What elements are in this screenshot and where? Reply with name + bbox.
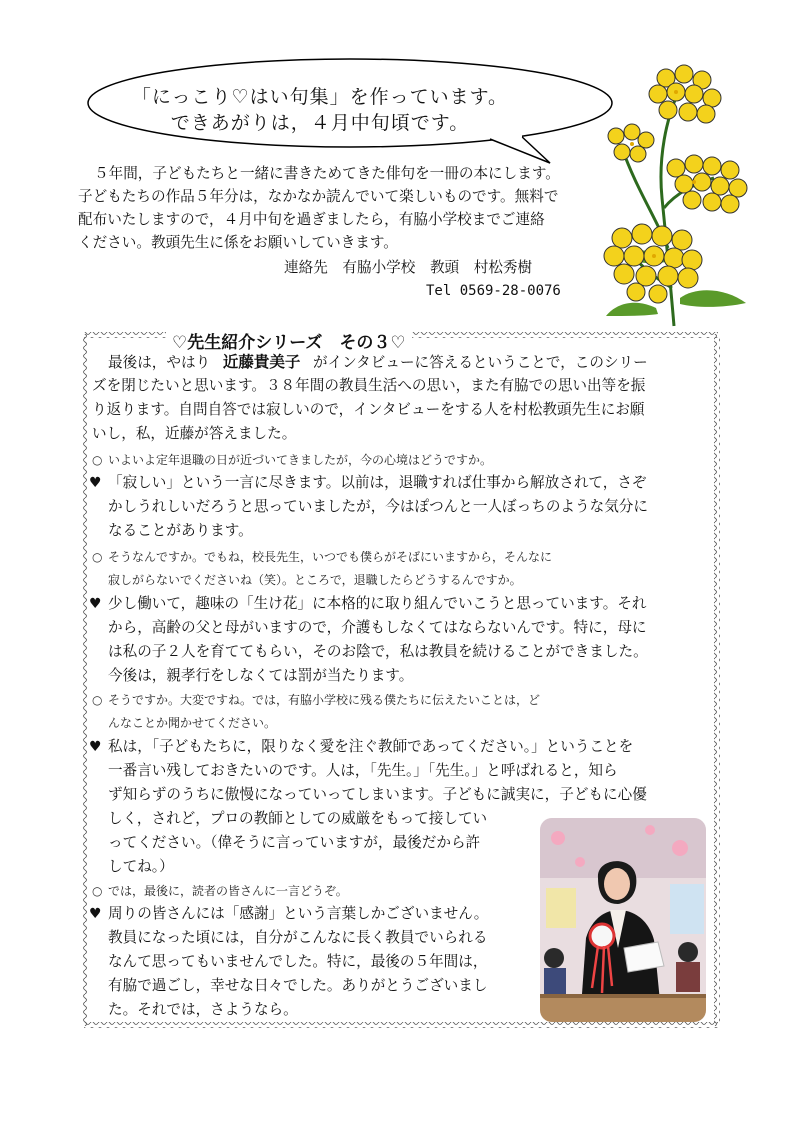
answer-4-line-5: た。それでは，さようなら。	[108, 1001, 298, 1018]
interview-intro-line-4: いし，私，近藤が答えました。	[92, 425, 297, 442]
bubble-line-2: できあがりは，４月中旬頃です。	[170, 112, 470, 134]
question-marker: ○	[92, 453, 103, 467]
question-marker: ○	[92, 550, 103, 564]
answer-4-line-1: 周りの皆さんには「感謝」という言葉しかございません。	[108, 905, 489, 922]
answer-3-line-4: しく，されど，プロの教師としての威厳をもって接してい	[108, 810, 488, 827]
question-4: では，最後に，読者の皆さんに一言どうぞ。	[108, 884, 348, 898]
heart-bullet-icon: ♥	[89, 906, 102, 922]
answer-1-line-3: なることがあります。	[108, 522, 253, 539]
answer-2-line-3: は私の子２人を育ててもらい，そのお陰で，私は教員を続けることができました。	[108, 643, 648, 660]
answer-3-line-6: してね。）	[108, 858, 174, 875]
heart-bullet-icon: ♥	[89, 475, 102, 491]
question-1: いよいよ定年退職の日が近づいてきましたが，今の心境はどうですか。	[108, 453, 493, 467]
answer-3-line-5: ってください。（偉そうに言っていますが，最後だから許	[108, 834, 481, 851]
tel-line: Tel 0569-28-0076	[426, 283, 561, 299]
intro-line-4: ください。教頭先生に係をお願いしていきます。	[78, 234, 398, 251]
heart-bullet-icon: ♥	[89, 596, 102, 612]
intro-line-3: 配布いたしますので，４月中旬を過ぎましたら，有脇小学校までご連絡	[78, 211, 545, 228]
question-2-line-1: そうなんですか。でもね，校長先生，いつでも僕らがそばにいますから，そんなに	[108, 550, 553, 564]
interview-intro-line-1	[108, 352, 648, 373]
question-3-line-1: そうですか。大変ですね。では，有脇小学校に残る僕たちに伝えたいことは，ど	[108, 693, 541, 707]
answer-3-line-2: 一番言い残しておきたいのです。人は，「先生。」「先生。」と呼ばれると，知ら	[108, 762, 618, 779]
answer-3-line-3: ず知らずのうちに傲慢になっていってしまいます。子どもに誠実に，子どもに心優	[108, 786, 647, 803]
answer-2-line-1: 少し働いて，趣味の「生け花」に本格的に取り組んでいこうと思っています。それ	[108, 595, 647, 612]
answer-4-line-2: 教員になった頃には，自分がこんなに長く教員でいられる	[108, 929, 488, 946]
intro-post: がインタビューに答えるということで，このシリー	[312, 354, 648, 371]
answer-2-line-4: 今後は，親孝行をしなくては罰が当たります。	[108, 667, 414, 684]
teacher-name: 近藤貴美子	[222, 353, 301, 371]
answer-1-line-1: 「寂しい」という一言に尽きます。以前は，退職すれば仕事から解放されて，さぞ	[108, 474, 647, 491]
question-marker: ○	[92, 693, 103, 707]
question-2-line-2: 寂しがらないでくださいね（笑）。ところで，退職したらどうするんですか。	[108, 573, 522, 587]
contact-line: 連絡先 有脇小学校 教頭 村松秀樹	[284, 259, 533, 276]
answer-1-line-2: かしうれしいだろうと思っていましたが，今はぽつんと一人ぼっちのような気分に	[108, 498, 648, 515]
answer-3-line-1: 私は，「子どもたちに，限りなく愛を注ぐ教師であってください。」ということを	[108, 738, 634, 755]
interview-intro-line-2: ズを閉じたいと思います。３８年間の教員生活への思い，また有脇での思い出等を振	[92, 377, 646, 394]
intro-line-1: ５年間，子どもたちと一緒に書きためてきた俳句を一冊の本にします。	[94, 165, 560, 182]
interview-intro-line-3: り返ります。自問自答では寂しいので，インタビューをする人を村松教頭先生にお願	[92, 401, 645, 418]
answer-4-line-3: なんて思ってもいませんでした。特に，最後の５年間は，	[108, 953, 488, 970]
heart-bullet-icon: ♥	[89, 739, 102, 755]
teacher-photo	[540, 818, 706, 1022]
question-marker: ○	[92, 884, 103, 898]
interview-title: ♡先生紹介シリーズ その３♡	[166, 328, 412, 353]
bubble-line-1: 「にっこり♡はい句集」を作っています。	[131, 86, 509, 108]
intro-pre: 最後は，やはり	[108, 354, 211, 371]
intro-line-2: 子どもたちの作品５年分は，なかなか読んでいて楽しいものです。無料で	[78, 188, 559, 205]
answer-4-line-4: 有脇で過ごし，幸せな日々でした。ありがとうございまし	[108, 977, 488, 994]
rapeseed-flower-illustration	[596, 58, 756, 328]
answer-2-line-2: から，高齢の父と母がいますので，介護もしなくてはならないんです。特に，母に	[108, 619, 647, 636]
question-3-line-2: んなことか聞かせてください。	[108, 716, 277, 730]
